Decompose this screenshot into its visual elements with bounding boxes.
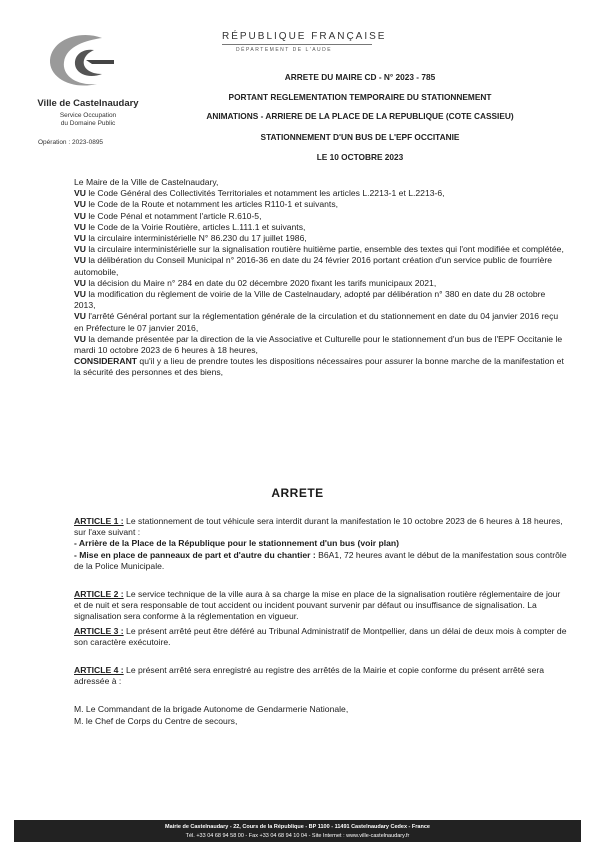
footer-line-2: Tél. +33 04 68 94 58 00 - Fax +33 04 68 94 10 04 - Site Internet : www.ville-castelnaudary.fr: [185, 833, 410, 839]
vu-text: la demande présentée par la direction de la vie Associative et Culturelle pour le stationnement d'un bus de l'EPF Occitanie le mardi 10 octobre 2023 de 6 heures à 18 heures,: [74, 333, 563, 356]
title-line-5: LE 10 OCTOBRE 2023: [316, 152, 404, 162]
article-4-label: ARTICLE 4 :: [74, 665, 124, 676]
vu-text: le Code Pénal et notamment l'article R.610-5,: [85, 210, 262, 221]
article-4-text: Le présent arrêté sera enregistré au registre des arrêtés de la Mairie et copie conforme du présent arrêté sera adressée à :: [74, 665, 545, 687]
article-3-label: ARTICLE 3 :: [74, 625, 124, 636]
vu-text: la délibération du Conseil Municipal n° 2016-36 en date du 24 février 2016 portant création d'un service public de fourrière automobile,: [74, 255, 553, 277]
vu-text: le Code Général des Collectivités Territoriales et notamment les articles L.2213-1 et L.2213-6,: [85, 188, 445, 199]
title-line-2: PORTANT REGLEMENTATION TEMPORAIRE DU STATIONNEMENT: [228, 92, 492, 102]
vu-item: [74, 356, 568, 378]
article-3: [74, 626, 568, 648]
article-1-item-2: [74, 550, 568, 572]
vu-item: [74, 222, 568, 233]
service-name: [28, 112, 148, 128]
title-line-1: ARRETE DU MAIRE CD - N° 2023 - 785: [284, 72, 436, 82]
vu-prefix: VU: [74, 289, 86, 300]
vu-text: la décision du Maire n° 284 en date du 02 décembre 2020 fixant les tarifs municipaux 2021,: [85, 277, 437, 288]
article-1: [74, 516, 568, 538]
vu-prefix: CONSIDERANT: [74, 356, 138, 367]
footer-line-1: Mairie de Castelnaudary - 22, Cours de la République - BP 1100 - 11491 Castelnaudary Cedex - France: [165, 824, 430, 830]
vu-item: [74, 334, 568, 356]
recipient-1: M. Le Commandant de la brigade Autonome de Gendarmerie Nationale,: [74, 704, 349, 715]
article-1-item-2-bold: - Mise en place de panneaux de part et d'autre du chantier :: [74, 549, 316, 560]
article-3-text: Le présent arrêté peut être déféré au Tribunal Administratif de Montpellier, dans un délai de deux mois à compter de son caractère exécutoire.: [74, 625, 567, 647]
vu-text: le Code de la Voirie Routière, articles L.111.1 et suivants,: [85, 221, 306, 232]
article-2: [74, 589, 568, 623]
vu-text: le Code de la Route et notamment les articles R110-1 et suivants,: [85, 199, 339, 210]
vu-prefix: VU: [74, 277, 86, 288]
vu-item: [74, 255, 568, 277]
city-logo: [42, 30, 122, 92]
vu-text: qu'il y a lieu de prendre toutes les dispositions nécessaires pour assurer la bonne marche de la manifestation et la sécurité des personnes et des biens,: [74, 356, 564, 378]
vu-prefix: VU: [74, 199, 86, 210]
arrete-heading: ARRETE: [271, 486, 324, 500]
service-line-1: Service Occupation: [59, 112, 117, 119]
article-1-label: ARTICLE 1 :: [74, 516, 124, 526]
title-line-4: STATIONNEMENT D'UN BUS DE L'EPF OCCITANIE: [260, 132, 460, 142]
intro-text: Le Maire de la Ville de Castelnaudary,: [74, 177, 219, 187]
vu-item: [74, 244, 568, 255]
vu-prefix: VU: [74, 311, 86, 322]
department-label: DÉPARTEMENT DE L'AUDE: [236, 47, 333, 53]
vu-item: [74, 278, 568, 289]
title-line-3: ANIMATIONS - ARRIERE DE LA PLACE DE LA REPUBLIQUE (COTE CASSIEU): [206, 111, 514, 121]
article-2-label: ARTICLE 2 :: [74, 589, 124, 600]
articles-block: [74, 516, 568, 727]
header-divider: [222, 44, 372, 45]
vu-prefix: VU: [74, 233, 86, 244]
vu-prefix: VU: [74, 210, 86, 221]
vu-prefix: VU: [74, 255, 86, 266]
vu-prefix: VU: [74, 221, 86, 232]
vu-item: [74, 311, 568, 333]
vu-text: l'arrêté Général portant sur la réglementation générale de la circulation et du stationnement en date du 04 janvier 2016 reçu en Préfecture le 07 janvier 2016,: [74, 311, 559, 333]
vu-text: la circulaire interministérielle sur la signalisation routière huitième partie, ensemble des textes qui l'ont modifiée et complétée,: [85, 244, 564, 255]
vu-text: la circulaire interministérielle N° 86.230 du 17 juillet 1986,: [85, 233, 307, 244]
vu-item: [74, 211, 568, 222]
article-4: [74, 665, 568, 687]
vu-prefix: VU: [74, 188, 86, 199]
visas-block: [74, 177, 568, 379]
article-1-item-1: - Arrière de la Place de la République pour le stationnement d'un bus (voir plan): [74, 538, 400, 549]
vu-prefix: VU: [74, 333, 86, 344]
article-2-text: Le service technique de la ville aura à sa charge la mise en place de la signalisation routière réglementaire de jour et de nuit et sera responsable de tout accident ou incident pouvant survenir par défaut ou insuffisance de signalisation. La signalisation sera conforme à la réglementation en vigueur.: [74, 589, 561, 622]
vu-prefix: VU: [74, 244, 86, 255]
vu-item: [74, 233, 568, 244]
operation-number: Opération : 2023-0895: [38, 139, 104, 146]
vu-list: [74, 188, 568, 378]
vu-text: la modification du règlement de voirie de la Ville de Castelnaudary, adopté par délibération n° 380 en date du 28 octobre 2013,: [74, 289, 546, 311]
service-line-2: du Domaine Public: [60, 120, 116, 127]
recipient-2: M. le Chef de Corps du Centre de secours,: [74, 715, 238, 726]
vu-item: [74, 199, 568, 210]
article-1-text: Le stationnement de tout véhicule sera interdit durant la manifestation le 10 octobre 2023 de 6 heures à 18 heures, sur l'axe suivant :: [74, 516, 563, 538]
republic-header: RÉPUBLIQUE FRANÇAISE: [222, 31, 387, 42]
page-footer: [14, 820, 581, 842]
vu-item: [74, 289, 568, 311]
city-name: Ville de Castelnaudary: [37, 98, 139, 109]
vu-item: [74, 188, 568, 199]
article-1-item-2-rest: B6A1, 72 heures avant le début de la manifestation sous contrôle de la Police Municipale.: [74, 549, 567, 571]
